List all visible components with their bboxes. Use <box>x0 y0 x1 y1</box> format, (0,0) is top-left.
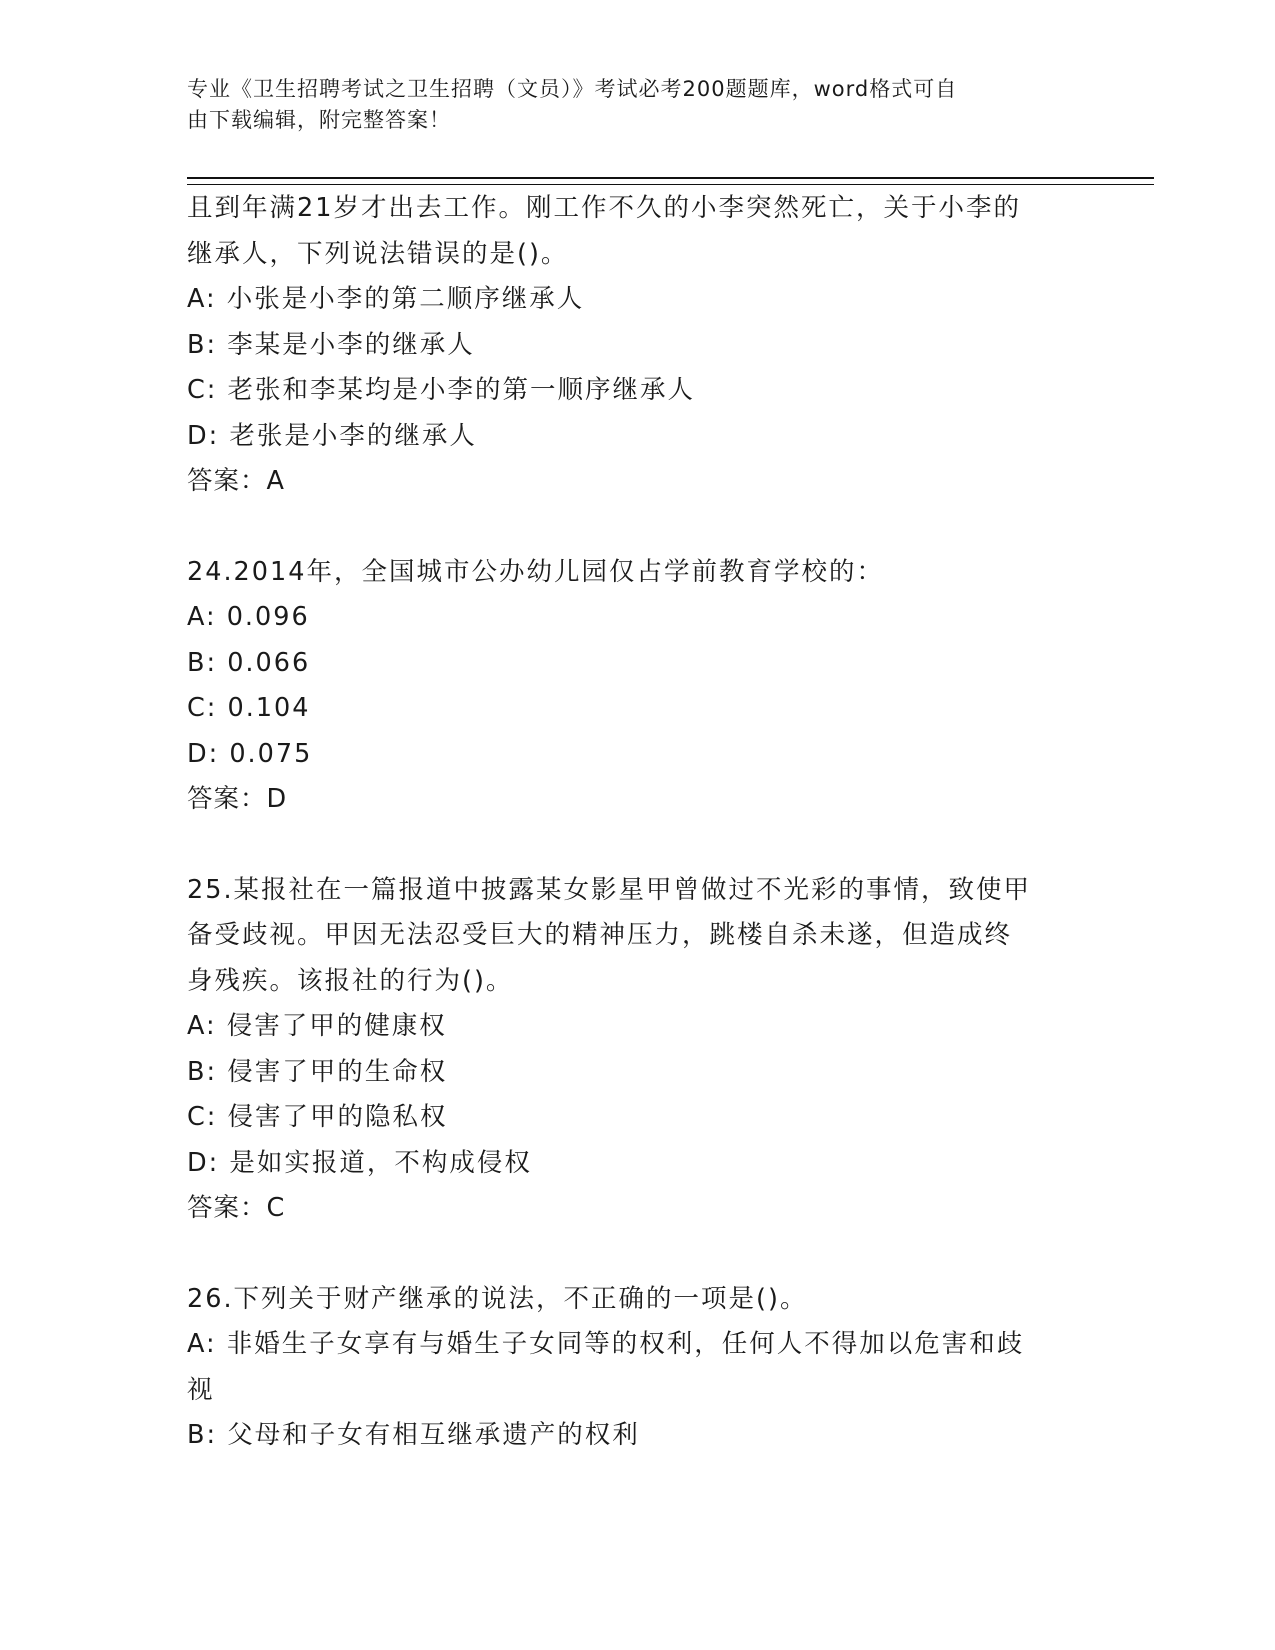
option-c: C: 侵害了甲的隐私权 <box>187 1102 448 1132</box>
answer: 答案：D <box>187 784 288 814</box>
answer: 答案：C <box>187 1193 286 1223</box>
header-divider-thick <box>187 177 1154 179</box>
option-a-continued: 视 <box>187 1374 215 1405</box>
option-d: D: 是如实报道，不构成侵权 <box>187 1147 532 1178</box>
header-divider-thin <box>187 184 1154 185</box>
option-b: B: 0.066 <box>187 647 311 678</box>
option-d: D: 0.075 <box>187 738 313 769</box>
question-spacer <box>187 823 1087 868</box>
option-a: A: 0.096 <box>187 602 310 632</box>
option-a: A: 侵害了甲的健康权 <box>187 1011 447 1041</box>
question-24 <box>187 550 1087 823</box>
question-stem-line: 身残疾。该报社的行为()。 <box>187 965 514 996</box>
question-stem-line: 且到年满21岁才出去工作。刚工作不久的小李突然死亡，关于小李的 <box>187 193 1021 223</box>
option-d: D: 老张是小李的继承人 <box>187 420 477 451</box>
question-spacer <box>187 505 1087 550</box>
question-stem-line: 继承人，下列说法错误的是()。 <box>187 238 569 269</box>
option-a: A: 非婚生子女享有与婚生子女同等的权利，任何人不得加以危害和歧 <box>187 1329 1025 1359</box>
header-line-1: 专业《卫生招聘考试之卫生招聘（文员）》考试必考200题题库，word格式可自 <box>187 77 958 101</box>
question-stem-line: 25.某报社在一篇报道中披露某女影星甲曾做过不光彩的事情，致使甲 <box>187 874 1032 905</box>
question-25 <box>187 868 1087 1232</box>
option-a: A: 小张是小李的第二顺序继承人 <box>187 284 585 314</box>
option-b: B: 父母和子女有相互继承遗产的权利 <box>187 1420 640 1450</box>
question-spacer <box>187 1232 1087 1277</box>
option-b: B: 侵害了甲的生命权 <box>187 1056 448 1087</box>
answer: 答案：A <box>187 466 285 496</box>
header-line-2: 由下载编辑，附完整答案！ <box>187 108 451 132</box>
question-23 <box>187 186 1087 505</box>
option-c: C: 老张和李某均是小李的第一顺序继承人 <box>187 375 696 405</box>
question-stem-line: 26.下列关于财产继承的说法，不正确的一项是()。 <box>187 1283 808 1314</box>
question-list <box>187 186 1087 1459</box>
option-b: B: 李某是小李的继承人 <box>187 329 475 360</box>
question-stem-line: 24.2014年，全国城市公办幼儿园仅占学前教育学校的： <box>187 556 884 587</box>
option-c: C: 0.104 <box>187 693 311 723</box>
document-header <box>187 74 1087 136</box>
question-stem-line: 备受歧视。甲因无法忍受巨大的精神压力，跳楼自杀未遂，但造成终 <box>187 920 1013 950</box>
question-26 <box>187 1277 1087 1459</box>
